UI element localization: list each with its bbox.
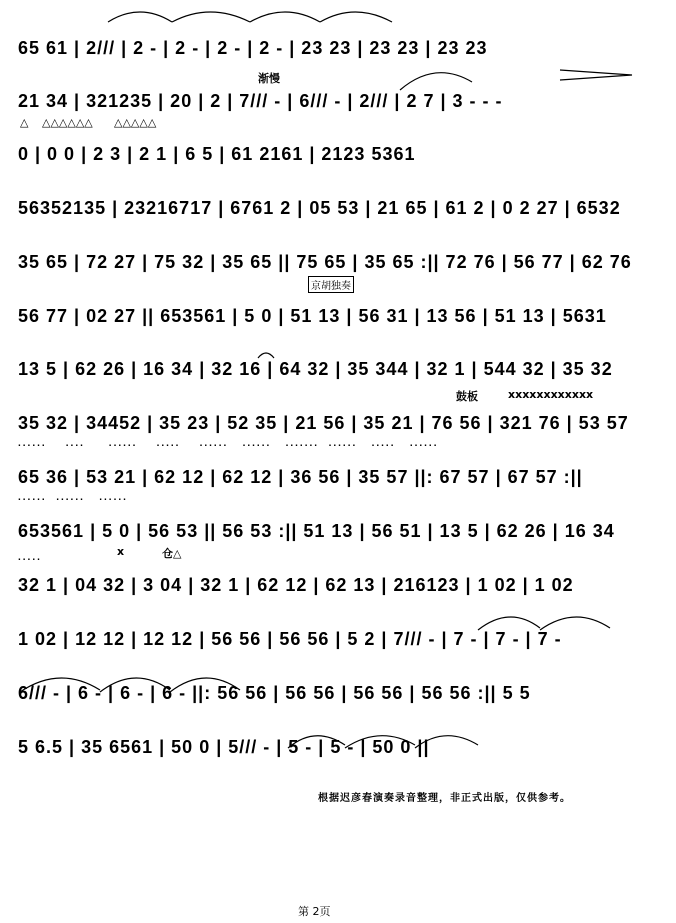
score-line-14: 5 6.5 | 35 6561 | 50 0 | 5/// - | 5 - | 5 - | 50 0 || bbox=[18, 737, 430, 757]
score-line-13: 6/// - | 6 - | 6 - | 6 - ||: 56 56 | 56 56 | 56 56 | 56 56 :|| 5 5 bbox=[18, 683, 531, 703]
drum-board-label: 鼓板 bbox=[456, 390, 478, 403]
x-mark: x bbox=[117, 545, 125, 558]
low-octave-dots: ..... bbox=[18, 552, 42, 563]
score-line-9: 65 36 | 53 21 | 62 12 | 62 12 | 36 56 | 35 57 ||: 67 57 | 67 57 :|| bbox=[18, 467, 583, 487]
score-line-11: 32 1 | 04 32 | 3 04 | 32 1 | 62 12 | 62 13 | 216123 | 1 02 | 1 02 bbox=[18, 575, 574, 595]
page-number: 第 2页 bbox=[298, 905, 331, 918]
slur-arc bbox=[108, 12, 172, 22]
slur-arc bbox=[320, 12, 392, 22]
slur-arc bbox=[250, 12, 320, 22]
drum-pattern: xxxxxxxxxxxx bbox=[508, 388, 594, 401]
score-line-3: 0 | 0 0 | 2 3 | 2 1 | 6 5 | 61 2161 | 2123 5361 bbox=[18, 144, 416, 164]
triangle-mark: △ bbox=[20, 116, 29, 129]
score-line-8: 35 32 | 34452 | 35 23 | 52 35 | 21 56 | 35 21 | 76 56 | 321 76 | 53 57 bbox=[18, 413, 629, 433]
slur-arc bbox=[172, 12, 250, 22]
slur-arc bbox=[400, 73, 472, 90]
jinghu-solo-label: 京胡独奏 bbox=[308, 276, 354, 293]
score-line-12: 1 02 | 12 12 | 12 12 | 56 56 | 56 56 | 5 2 | 7/// - | 7 - | 7 - | 7 - bbox=[18, 629, 562, 649]
triangle-marks-group: △△△△△ bbox=[114, 116, 157, 129]
score-line-4: 56352135 | 23216717 | 6761 2 | 05 53 | 21 65 | 61 2 | 0 2 27 | 6532 bbox=[18, 198, 621, 218]
tempo-mark: 渐慢 bbox=[258, 72, 280, 85]
score-line-1: 65 61 | 2/// | 2 - | 2 - | 2 - | 2 - | 23 23 | 23 23 | 23 23 bbox=[18, 38, 488, 58]
score-line-5: 35 65 | 72 27 | 75 32 | 35 65 || 75 65 | 35 65 :|| 72 76 | 56 77 | 62 76 bbox=[18, 252, 632, 272]
triangle-marks-group: △△△△△△ bbox=[42, 116, 93, 129]
cang-mark: 仓△ bbox=[162, 547, 182, 560]
low-octave-dots: ...... .... ...... ..... ...... ...... ....... ...... ..... ...... bbox=[18, 438, 439, 449]
crescendo-hairpin bbox=[560, 70, 632, 80]
score-line-2: 21 34 | 321235 | 20 | 2 | 7/// - | 6/// - | 2/// | 2 7 | 3 - - - bbox=[18, 91, 503, 111]
source-note: 根据迟彦春演奏录音整理，非正式出版，仅供参考。 bbox=[318, 793, 571, 804]
score-line-6: 56 77 | 02 27 || 653561 | 5 0 | 51 13 | 56 31 | 13 56 | 51 13 | 5631 bbox=[18, 306, 607, 326]
score-line-10: 653561 | 5 0 | 56 53 || 56 53 :|| 51 13 | 56 51 | 13 5 | 62 26 | 16 34 bbox=[18, 521, 615, 541]
low-octave-dots: ...... ...... ...... bbox=[18, 492, 128, 503]
score-line-7: 13 5 | 62 26 | 16 34 | 32 16 | 64 32 | 35 344 | 32 1 | 544 32 | 35 32 bbox=[18, 359, 613, 379]
